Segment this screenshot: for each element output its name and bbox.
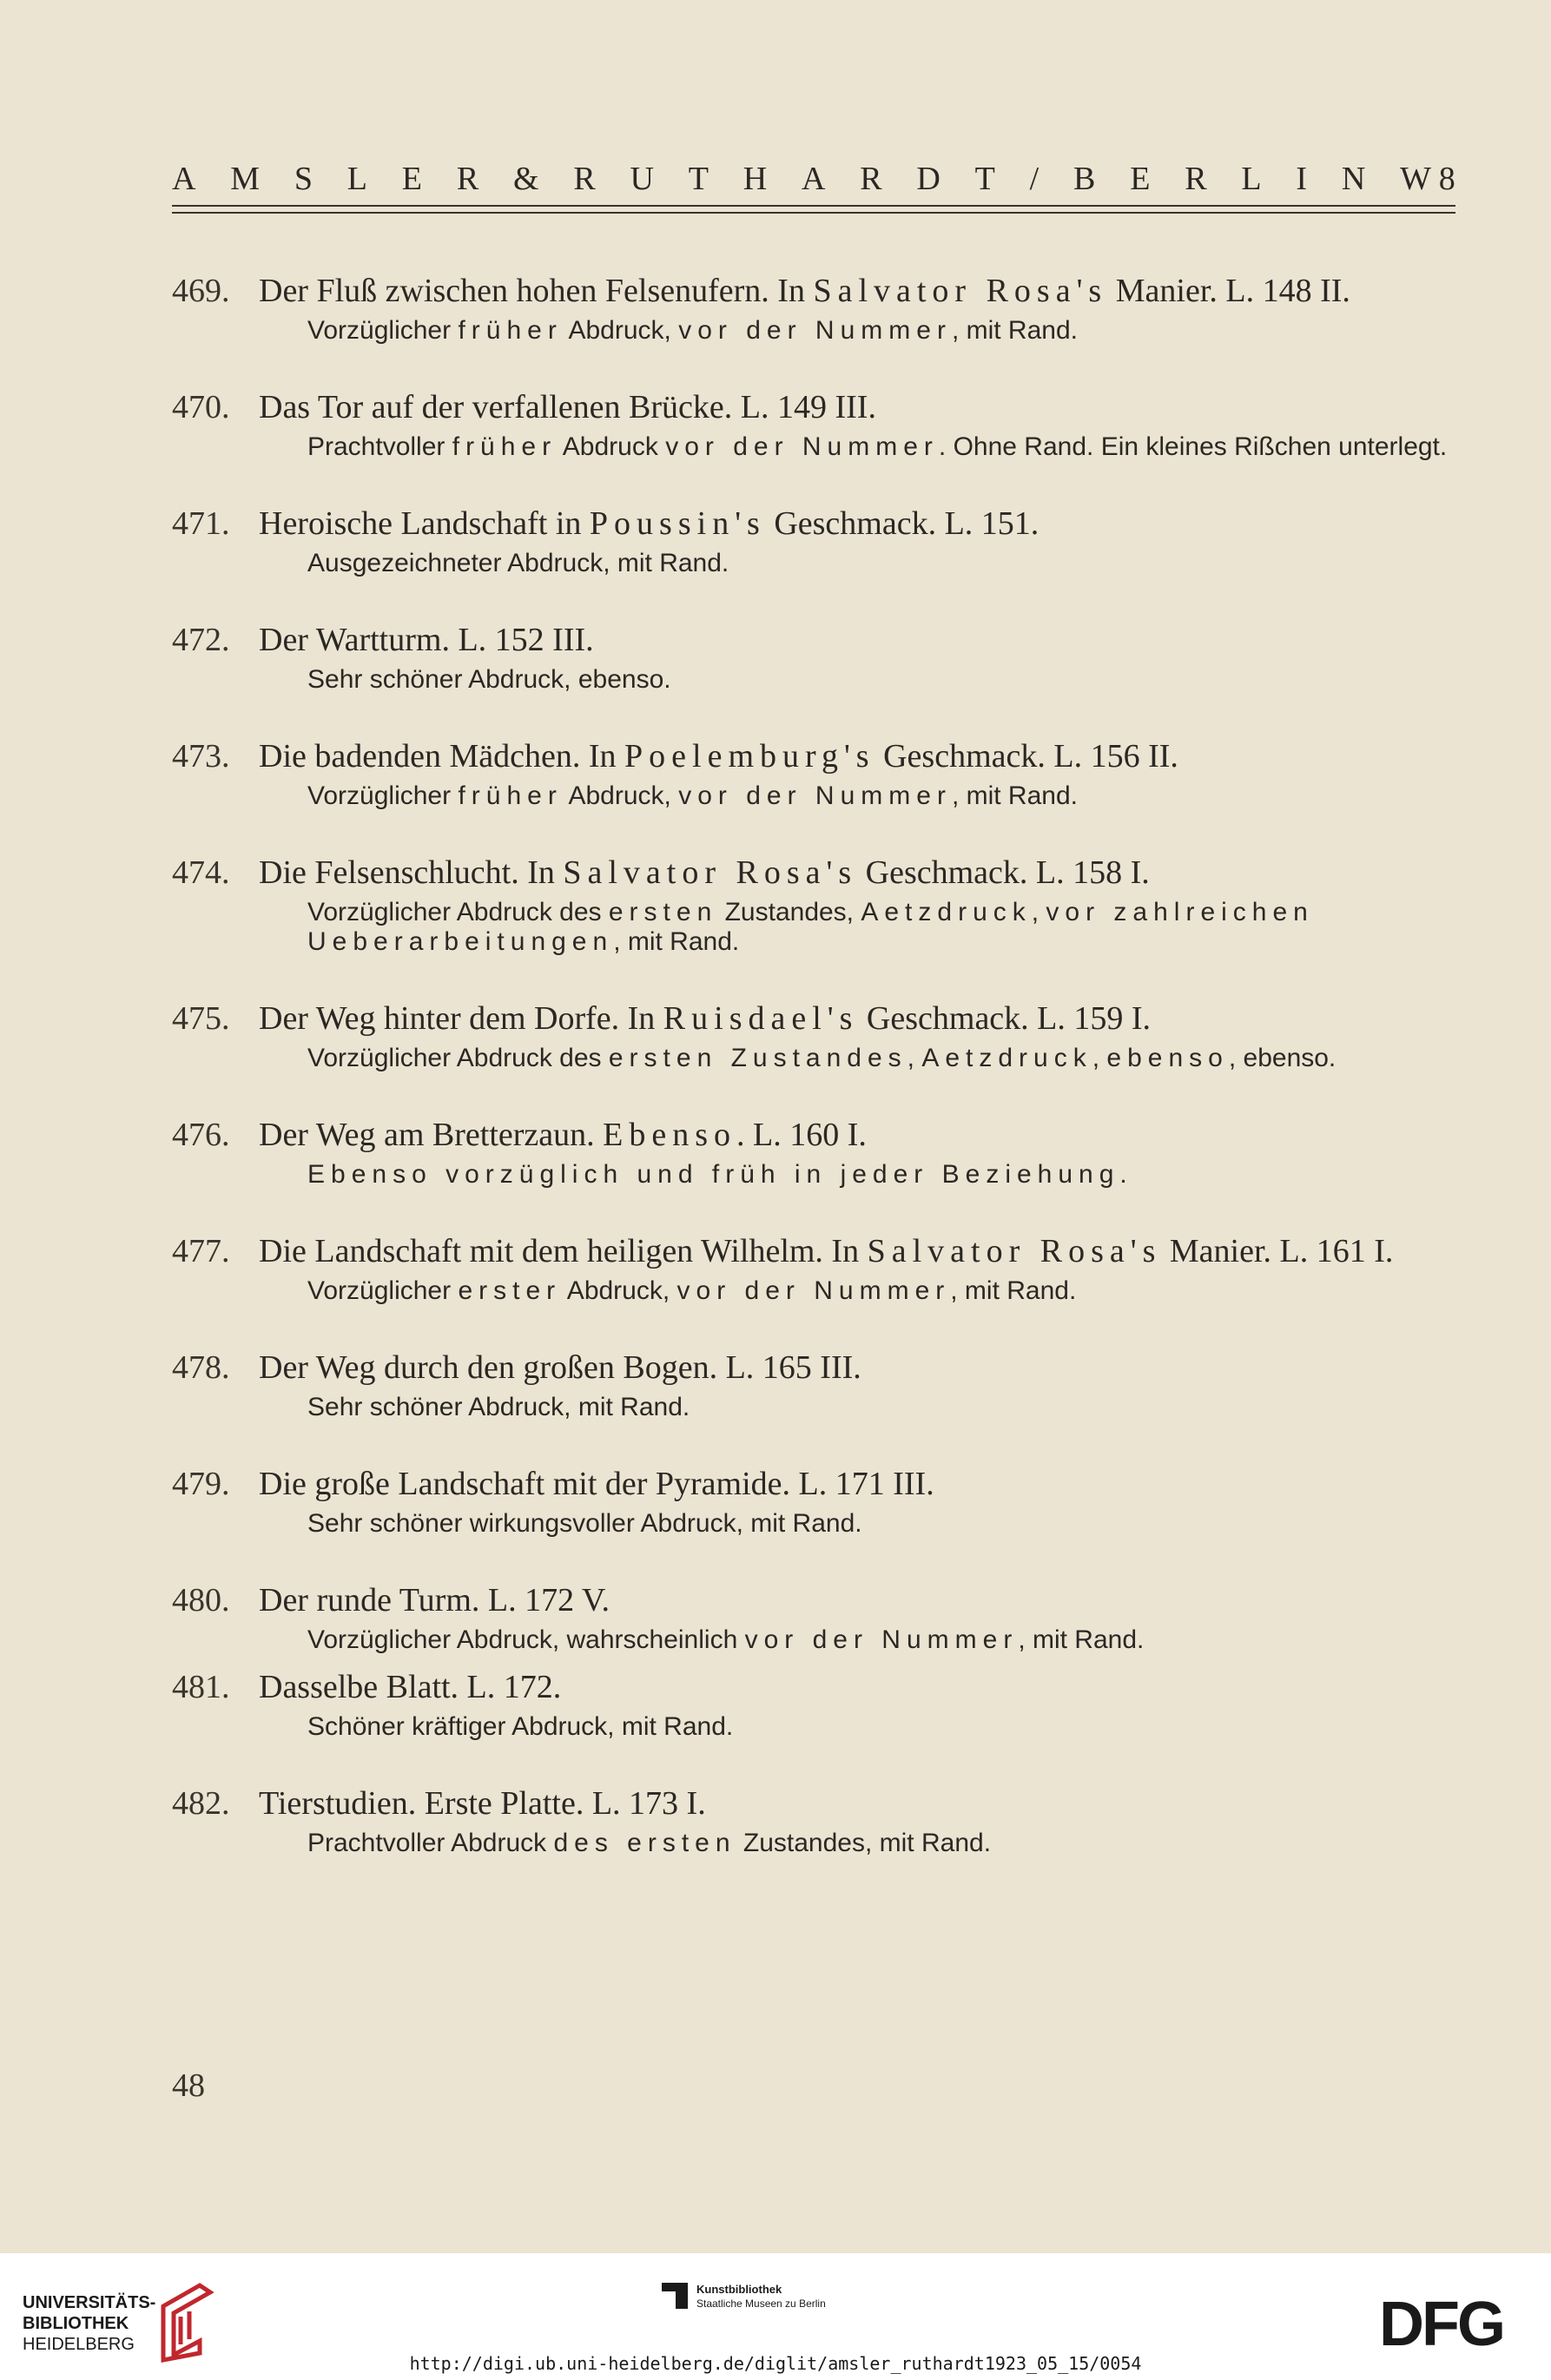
header-letter: H	[742, 161, 768, 197]
catalogue-entry	[172, 274, 1455, 346]
running-header	[172, 155, 1455, 198]
entry-number: 469.	[172, 273, 230, 309]
header-rule-double	[172, 212, 1455, 214]
entry-title	[259, 391, 1455, 424]
header-letter: S	[294, 161, 313, 197]
text-run: Heroische Landschaft in	[259, 505, 590, 542]
entry-number: 472.	[172, 622, 230, 658]
spaced-text: früher	[458, 781, 563, 810]
catalogue-entry	[172, 1787, 1455, 1858]
entry-number: 471.	[172, 505, 230, 542]
text-run: Prachtvoller Abdruck	[307, 1829, 554, 1857]
entry-title	[259, 1787, 1455, 1820]
entry-description	[259, 1044, 1455, 1073]
catalogue-entry	[172, 1351, 1455, 1422]
text-run: Manier. L. 161 I.	[1161, 1233, 1394, 1269]
text-run: ,	[1092, 1044, 1107, 1072]
text-run: Vorzüglicher	[307, 316, 459, 345]
text-run: Geschmack. L. 159 I.	[858, 1000, 1152, 1037]
entry-title	[259, 507, 1455, 540]
header-letter: L	[346, 161, 367, 197]
logo-line-3: HEIDELBERG	[23, 2335, 135, 2354]
spaced-text: Ebenso	[603, 1117, 736, 1153]
spaced-text: vor der Nummer	[676, 1276, 951, 1305]
text-run: Abdruck,	[562, 781, 679, 810]
entry-title	[259, 1002, 1455, 1035]
text-run: Die große Landschaft mit der Pyramide. L. 171 III.	[259, 1466, 934, 1502]
text-run: Vorzüglicher	[307, 1276, 459, 1305]
catalogue-entry	[172, 1584, 1455, 1655]
entry-title	[259, 856, 1455, 889]
university-library-logo[interactable]	[23, 2292, 155, 2355]
spaced-text: des ersten	[553, 1829, 736, 1857]
spaced-text: vor der Nummer	[678, 781, 952, 810]
header-letter: B	[1073, 161, 1096, 197]
text-run: Der Wartturm. L. 152 III.	[259, 622, 594, 658]
text-run: . L. 160 I.	[736, 1117, 867, 1153]
text-run: Sehr schöner Abdruck, mit Rand.	[307, 1393, 690, 1421]
text-run: , mit Rand.	[950, 1276, 1077, 1305]
text-run: Der Weg durch den großen Bogen. L. 165 III.	[259, 1349, 861, 1386]
catalogue-entry	[172, 1235, 1455, 1306]
spaced-text: Salvator Rosa's	[813, 273, 1108, 309]
entry-number: 480.	[172, 1582, 230, 1619]
text-run: Sehr schöner Abdruck, ebenso.	[307, 665, 671, 694]
spaced-text: ebenso	[1106, 1044, 1229, 1072]
spaced-text: vor zahlreichen Ueberarbeitungen	[307, 898, 1314, 956]
spaced-text: vor der Nummer	[665, 432, 939, 461]
entry-description	[259, 549, 1455, 578]
spaced-text: Salvator Rosa's	[867, 1233, 1162, 1269]
catalogue-entry	[172, 1118, 1455, 1190]
spaced-text: Poelemburg's	[624, 738, 875, 775]
text-run: Vorzüglicher Abdruck des	[307, 1044, 609, 1072]
entry-description	[259, 1625, 1455, 1655]
text-run: Der Fluß zwischen hohen Felsenufern. In	[259, 273, 814, 309]
spaced-text: ersten	[608, 898, 718, 926]
entry-number: 482.	[172, 1785, 230, 1822]
kb-subtitle: Staatliche Museen zu Berlin	[696, 2298, 826, 2310]
entry-description	[259, 1829, 1455, 1858]
header-letter: R	[456, 161, 479, 197]
header-letter: E	[1130, 161, 1151, 197]
entry-description	[259, 316, 1455, 346]
catalogue-entry	[172, 391, 1455, 462]
text-run: Abdruck	[557, 432, 666, 461]
text-run: Manier. L. 148 II.	[1107, 273, 1350, 309]
entry-title	[259, 1584, 1455, 1617]
header-letter: A	[802, 161, 826, 197]
spaced-text: Poussin's	[589, 505, 766, 542]
header-letter: M	[230, 161, 261, 197]
header-letter: E	[401, 161, 423, 197]
text-run: Die Landschaft mit dem heiligen Wilhelm. In	[259, 1233, 868, 1269]
header-letter: R	[1185, 161, 1207, 197]
spaced-text: ersten Zustandes	[608, 1044, 908, 1072]
entry-number: 475.	[172, 1000, 230, 1037]
text-run: Zustandes, mit Rand.	[736, 1829, 992, 1857]
text-run: Geschmack. L. 151.	[765, 505, 1040, 542]
text-run: .	[1119, 1160, 1127, 1189]
spaced-text: früher	[452, 432, 558, 461]
text-run: Vorzüglicher	[307, 781, 459, 810]
text-run: Tierstudien. Erste Platte. L. 173 I.	[259, 1785, 706, 1822]
catalogue-entry	[172, 1467, 1455, 1539]
dfg-logo[interactable]: DFG	[1379, 2290, 1503, 2359]
catalogue-entry	[172, 623, 1455, 695]
entry-title	[259, 1467, 1455, 1500]
entry-description	[259, 1509, 1455, 1539]
text-run: , mit Rand.	[951, 781, 1078, 810]
text-run: Abdruck,	[561, 1276, 677, 1305]
header-letter: &	[512, 161, 539, 197]
entry-description	[259, 781, 1455, 811]
spaced-text: Salvator Rosa's	[563, 854, 858, 891]
text-run: Vorzüglicher Abdruck des	[307, 898, 609, 926]
catalogue-entry	[172, 507, 1455, 578]
text-run: Das Tor auf der verfallenen Brücke. L. 149 III.	[259, 389, 876, 425]
spaced-text: früher	[458, 316, 563, 345]
header-letter: W 8	[1400, 161, 1455, 197]
header-letter: /	[1029, 161, 1040, 197]
page-number: 48	[172, 2067, 205, 2104]
permalink-url[interactable]: http://digi.ub.uni-heidelberg.de/diglit/amsler_ruthardt1923_05_15/0054	[409, 2353, 1142, 2374]
text-run: ,	[1031, 898, 1046, 926]
header-letter: D	[916, 161, 940, 197]
catalogue-entry	[172, 856, 1455, 957]
spaced-text: Aetzdruck	[861, 898, 1032, 926]
header-letter: L	[1241, 161, 1262, 197]
entry-title	[259, 740, 1455, 773]
entry-title	[259, 1671, 1455, 1704]
header-letter: T	[688, 161, 709, 197]
header-rule	[172, 205, 1455, 207]
entry-title	[259, 1351, 1455, 1384]
entry-description	[259, 898, 1455, 957]
entry-description	[259, 1160, 1455, 1190]
entry-number: 479.	[172, 1466, 230, 1502]
logo-line-1: UNIVERSITÄTS-	[23, 2293, 156, 2312]
text-run: Ausgezeichneter Abdruck, mit Rand.	[307, 549, 729, 577]
logo-line-2: BIBLIOTHEK	[23, 2314, 129, 2333]
entry-number: 481.	[172, 1669, 230, 1705]
catalogue-entry	[172, 1002, 1455, 1073]
header-letter: R	[860, 161, 882, 197]
header-letter: N	[1341, 161, 1366, 197]
spaced-text: Ruisdael's	[663, 1000, 859, 1037]
text-run: Prachtvoller	[307, 432, 452, 461]
text-run: , ebenso.	[1228, 1044, 1336, 1072]
text-run: . Ohne Rand. Ein kleines Rißchen unterlegt.	[938, 432, 1448, 461]
text-run: Die Felsenschlucht. In	[259, 854, 564, 891]
header-letter: A	[172, 161, 196, 197]
header-letter: U	[630, 161, 654, 197]
entry-title	[259, 623, 1455, 656]
catalogue-entries	[172, 274, 1455, 1903]
entry-title	[259, 274, 1455, 307]
text-run: , mit Rand.	[951, 316, 1078, 345]
entry-description	[259, 1276, 1455, 1306]
text-run: Dasselbe Blatt. L. 172.	[259, 1669, 562, 1705]
text-run: Der runde Turm. L. 172 V.	[259, 1582, 610, 1619]
header-letter: T	[974, 161, 995, 197]
entry-description	[259, 1393, 1455, 1422]
text-run: Abdruck,	[562, 316, 679, 345]
catalogue-entry	[172, 1671, 1455, 1742]
catalogue-entry	[172, 740, 1455, 811]
text-run: Sehr schöner wirkungsvoller Abdruck, mit Rand.	[307, 1509, 862, 1538]
text-run: Geschmack. L. 156 II.	[874, 738, 1178, 775]
text-run: ,	[907, 1044, 922, 1072]
text-run: Geschmack. L. 158 I.	[857, 854, 1150, 891]
entry-number: 470.	[172, 389, 230, 425]
entry-number: 474.	[172, 854, 230, 891]
entry-description	[259, 432, 1455, 462]
spaced-text: vor der Nummer	[744, 1625, 1019, 1654]
text-run: Die badenden Mädchen. In	[259, 738, 625, 775]
spaced-text: Aetzdruck	[921, 1044, 1092, 1072]
entry-number: 477.	[172, 1233, 230, 1269]
entry-description	[259, 665, 1455, 695]
entry-number: 478.	[172, 1349, 230, 1386]
entry-title	[259, 1235, 1455, 1268]
text-run: , mit Rand.	[1018, 1625, 1145, 1654]
header-letter: R	[573, 161, 596, 197]
entry-description	[259, 1712, 1455, 1742]
spaced-text: erster	[458, 1276, 562, 1305]
kb-name: Kunstbibliothek	[696, 2283, 782, 2296]
entry-number: 476.	[172, 1117, 230, 1153]
text-run: Der Weg hinter dem Dorfe. In	[259, 1000, 663, 1037]
text-run: Vorzüglicher Abdruck, wahrscheinlich	[307, 1625, 745, 1654]
text-run: Schöner kräftiger Abdruck, mit Rand.	[307, 1712, 734, 1741]
university-logo-icon	[158, 2280, 215, 2364]
text-run: , mit Rand.	[613, 927, 740, 956]
spaced-text: Ebenso vorzüglich und früh in jeder Beziehung	[307, 1160, 1120, 1189]
text-run: Zustandes,	[717, 898, 861, 926]
spaced-text: vor der Nummer	[678, 316, 952, 345]
kunstbibliothek-logo[interactable]	[662, 2283, 826, 2311]
entry-title	[259, 1118, 1455, 1151]
header-letter: I	[1296, 161, 1308, 197]
kunstbibliothek-icon	[662, 2283, 688, 2309]
text-run: Der Weg am Bretterzaun.	[259, 1117, 604, 1153]
entry-number: 473.	[172, 738, 230, 775]
